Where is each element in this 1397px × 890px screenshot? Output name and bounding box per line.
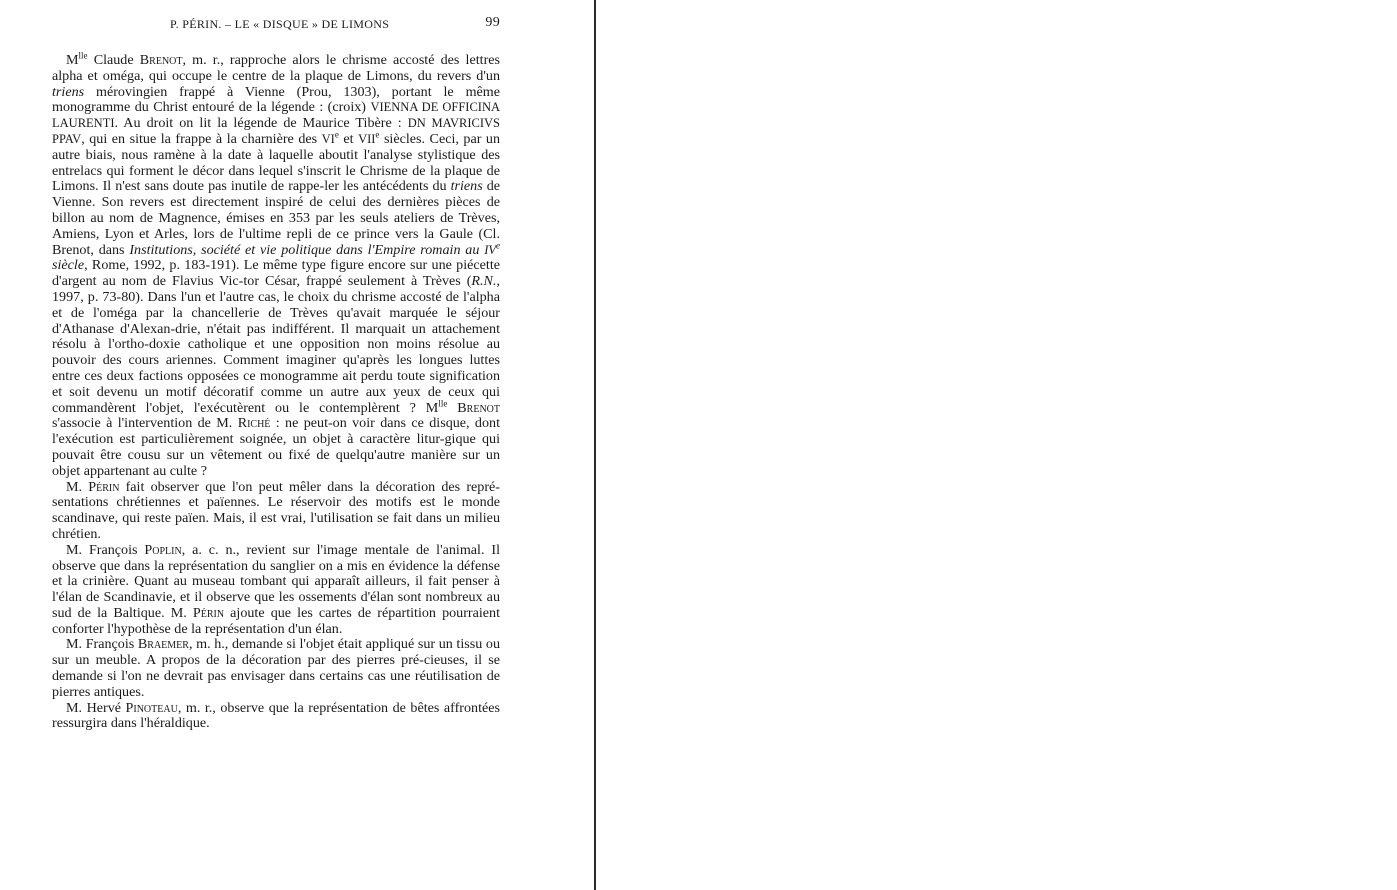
paragraph-brenot: $M^{lle}$ Claude Brenot, m. r., rapproche alors le chrisme accosté des lettres alpha et oméga, qui occupe le centre de la plaque de Limons, du revers d'un triens mérovingien frappé à Vienne (Prou, 1303), portant le même monogramme du Christ entouré de la légende : (croix) VIENNA DE OFFICINA LAURENTI. Au droit on lit la légende de Maurice Tibère : DN MAVRICIVS PPAV, qui en situe la frappe à la charnière des VIe et VIIe siècles. Ceci, par un autre biais, nous ramène à la date à laquelle aboutit l'analyse stylistique des entrelacs qui forment le décor dans lequel s'inscrit le Chrisme de la plaque de Limons. Il n'est sans doute pas inutile de rappe-ler les antécédents du triens de Vienne. Son revers est directement inspiré de celui des dernières pièces de billon au nom de Magnence, émises en 353 par les seuls ateliers de Trèves, Amiens, Lyon et Arles, lors de l'ultime repli de ce prince vers la Gaule (Cl. Brenot, dans Institutions, société et vie politique dans l'Empire romain au IVe siècle, Rome, 1992, p. 183-191). Le même type figure encore sur une piécette d'argent au nom de Flavius Vic-tor César, frappé seulement à Trèves (R.N., 1997, p. 73-80). Dans l'un et l'autre cas, le choix du chrisme accosté de l'alpha et de l'oméga par la chancellerie de Trèves qu'avait marquée le séjour d'Athanase d'Alexan-drie, n'était pas indifférent. Il marquait un attachement résolu à l'ortho-doxie catholique et une opposition non moins résolue au pouvoir des cours ariennes. Comment imaginer qu'après les longues luttes entre ces deux factions opposées ce monogramme ait perdu toute signification et soit devenu un motif décoratif comme un autre aux yeux de ceux qui commandèrent l'objet, l'exécutèrent ou le contemplèrent ? $M^{lle}$ Brenot s'associe à l'intervention de M. Riché : ne peut-on voir dans ce disque, dont l'exécution est particulièrement soignée, un objet à caractère litur-gique qui pouvait être cousu sur un vêtement ou fixé de quelqu'autre manière sur un objet appartenant au culte ?	[52, 50, 501, 479]
paragraph-poplin: M. François Poplin, a. c. n., revient sur l'image mentale de l'animal. Il observe que dans la représentation du sanglier on a mis en évidence la défense et la crinière. Quant au museau tombant qui apparaît ailleurs, il fait penser à l'élan de Scandinavie, et il observe que les ossements d'élan sont nombreux au sud de la Baltique. M. Périn ajoute que les cartes de répartition pourraient conforter l'hypothèse de la représentation d'un élan.	[52, 541, 500, 637]
paragraph-braemer: M. François Braemer, m. h., demande si l'objet était appliqué sur un tissu ou sur un meuble. A propos de la décoration par des pierres pré-cieuses, il se demande si l'on ne devrait pas envisager dans certains cas une réutilisation de pierres antiques.	[52, 636, 500, 700]
paragraph-pinoteau: M. Hervé Pinoteau, m. r., observe que la représentation de bêtes affrontées ressurgira dans l'héraldique.	[52, 699, 500, 732]
paragraph-perin: M. Périn fait observer que l'on peut mêler dans la décoration des repré-sentations chrétiennes et païennes. Le réservoir des motifs est le monde scandinave, qui reste païen. Mais, il est vrai, l'utilisation se fait dans un milieu chrétien.	[52, 478, 500, 542]
left-page	[0, 0, 594, 890]
right-page-blank	[596, 0, 1397, 890]
running-head	[52, 15, 500, 33]
running-title: P. PÉRIN. – LE « DISQUE » DE LIMONS	[170, 17, 390, 31]
page-number: 99	[485, 15, 500, 30]
body-text	[52, 50, 501, 732]
